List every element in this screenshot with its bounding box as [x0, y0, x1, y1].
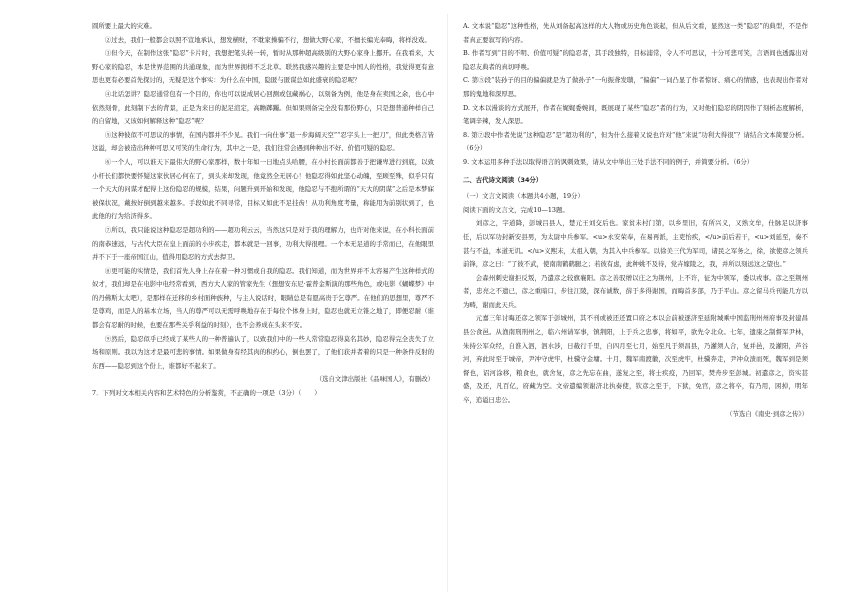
left-column — [92, 20, 434, 401]
source-citation: （节选自《南史·到彦之传》） — [726, 409, 808, 418]
paragraph: ⑥一个人，可以谁天下最伟大的野心家那样，数十年如一日地点头哈腰，在小村长面前都善于把谦卑进行到底，以致小杆长们都快要怀疑这家伙居心何在了，到头来却发现，他竟然全无居心！他隐忍得如此坚心动魄，至顾至殊，似乎只有一个天大的问谋才配得上这份隐忍的规模，结果，问题升到开始和发现，他隐忍与不抱所谓的“天大的阴谋”之后是本梦寐被保状况，戴按好倒到越来越多。手段如此不同寻常，目标又如此不足挂齿！从功利角度考量，称能用为前别状到了，也此他的行为给济得多。 — [92, 157, 434, 221]
column-divider — [447, 14, 448, 592]
right-column — [463, 20, 808, 421]
question-8: 8. 第⑦段中作者先说“这种隐忍”是“超功利的”，但为什么接着又说也许对“他”来说“功利大得很”？请结合文本简要分析。（6分） — [463, 130, 808, 153]
source-citation: （选自文津出版社《品味国人》，有删改） — [315, 375, 434, 384]
option-a: A. 文本说“隐忍”这种性格，先从刘备起高这样的大人物或历史角色谈起，但从后文看，显然这一类“隐忍”的典型，不是作者真正要叙写的内容。 — [463, 22, 808, 44]
instruction: 阅读下面的文言文，完成10—13题。 — [463, 205, 569, 214]
paragraph: 圆所要上最大的灾难。 — [92, 22, 156, 30]
question-9: 9. 文本运用多种手法以取得语言的讽刺效果，请从文中举出三处手法不同的例子，并简要分析。（6分） — [463, 157, 754, 166]
paragraph: ⑦所以，我只能说这种隐忍是超功利的——超功利云云，当然这只是对于我的理解力，也许对他来说，在小科长面前的南恭速远，与古代大臣在皇上面前的小步疾走，都本就是一回事，功利大得很哩。一个本无足道的手常而已，在他眼里并不下于一座帝国江山，值得用隐忍的方式去捍卫。 — [92, 225, 434, 262]
classical-passage-paragraph: 刘彦之，字道降，彭城吕县人，楚元王刘交后也。家贫未村门第，以乡里旧，有所兴义，又熟文牟，仕脉足以济事任，后以军功封新安县男，为太尉中兵参军。<u>永安荣奉，在易再派，主吏怡疾，</u>前后若干，<u>刘延至，奏不甚与不益，本道无讥。</u>义熙末，太祖入朝，为其入中兵参军。以徐美三代为军司，诸民之军务之，徐，欲使彦之领兵前锋，彦之曰：“了彼不武，使南南鹤鹤腿之；若彼有虑，此种姚不及待，党卉嫁陵之，我，并所以刻远这之望也。” — [463, 219, 808, 269]
subsection-heading: （一）文言文阅读（本题共4小题，19分） — [463, 192, 584, 201]
option-d: D. 文本以漫谈的方式展开，作者在娓娓委婉间，既展现了某些“隐忍”者的行为，又对他们隐忍的阴因作了刻析态度解析，笔调辛辣，发人深思。 — [463, 103, 808, 126]
question-7: 7．下列对文本相关内容和艺术特色的分析鉴赏，不正确的一项是（3分）（ ） — [92, 389, 321, 398]
option-c: C. 第⑤段“装孙子的目的偏偏就是为了做孙子”一句振聋发聩，“偏偏”一词凸显了作者惊讶、痛心的情感，也表现出作者对那的鬼地和深厚思。 — [463, 76, 808, 98]
paragraph: ⑧更可能的实情是，我们首先人身上存在着一种习惯或自我的隐忍。我们知道，而为世界并不太容易产生这种样式的奴才，我们却是在电影中电经常看到，西方大人家的管家先生（想想安东尼·霍普金斯演的那些角色，或电影《蝴蝶梦》中的丹佛斯太太吧），是那样在迁移的乡村面种族种，与主人说话时，眼睛总是有愿高贵于乞尊严。在他们的思想里，尊严不是尊鸡，而是人的基本立场，当人的尊严可以无需呼唤地存在于每位个体身上时，隐忍也就无立锥之地了，即便忍耐（谁都会有忍耐的时候，也要在那些关乎利益的时刻），也不会养成在头来不安。 — [92, 266, 434, 330]
paragraph: ⑤这种彼似不可思议的事情，在国内都并不少见。我们一向仕事“退一步海阔天空”“忍字头上一把刀”，但此类格言皆这溢，却会被造出种种可思又可笑的生命行为，其中之一是，我们往常会遇到种种出不好、价值可疑的隐忍。 — [92, 130, 434, 153]
classical-passage-paragraph: 会森州刺史谢拒反叛，乃遣彦之较旗襄阳。彦之善驭缯以庄之为荆州，上不许，征为中领军，委以戎事。彦之至荆州者，忠亮之不遗已，彦之重暗口，步往江陵，深布诚数，薛于多得谢国，而晦首多部，乃于平山。彦之留马兵刊能几方以为畴，谢而此天兵。 — [463, 273, 808, 309]
section-heading: 二、古代诗文阅读（34分） — [463, 175, 543, 184]
paragraph: ④北话怎讲？隐忍通常包有一个目的，你也可以说成居心回测或包藏祸心，以刻备为例，他是身在卖国之余，也心中依然刻骨，此刻制下去的背景，正是为来日的泥足渲定，高瞻踯躅。但如果则备完全没有那份野心，只是想普通种样自己的自留地，又该如何解释这种“隐忍”呢？ — [92, 89, 434, 126]
paragraph: ⑨然后，隐忍似乎已经成了某些人的一种普遍认了，以致我们中的一些人常常隐忍得莫名其妙，隐忍得完全丧失了立场和原则。我以为这才是最可悲的事情。如果做身有经其肉的积约心，倒也罢了，了他们获并者着的只是一种条件反射的东西——隐忍到这个份上，谁都好不起来了。 — [92, 334, 434, 370]
option-b: B. 作者写到“目的不明、价值可疑”的隐忍者，其手段独特，目标浦常，令人不可思议，十分可悲可笑，言语间也透露出对隐忍友典者的真切呼唤。 — [463, 49, 808, 71]
paragraph: ③但今天，在制作这张“隐忍”卡片时，我想把笔头转一转，暂时从那种超高级别的大野心家身上挪开。在我看来，大野心家的隐忍，本是世界范围的共通现象，而为世界拥样不乏北草。联然我感兴趣的主要是中国人的性格，我觉得更有意思也更有必要首先探讨的，无疑是这个事实：为什么在中国，隐匿与匿谋总如此盛衰的隐忍呢？ — [92, 49, 434, 85]
paragraph: ②过去，我们一般都会以照不宣地承认，想发横财，不耽家操骗不行，想做大野心家，不擅长编光奉晦，将样没戏。 — [104, 35, 431, 44]
classical-passage-paragraph: 元嘉三年讨晦还彦之领军于彭城州，其不刊或被还还置口府之本以会前被逐济至延附城乘中国监刑州州府事及封建昌县公食邑。从渔南刑刑州之，临六州请军事，镇荆阳，上于兵之忠事，将如平，欲先令北众。七年，遗康之制督军尹林，朱持公军众经，自淮入泗，泗水涉，日截行千里，自四月至七月，始至凡于须昌县，乃灌须人合，复并邑，及灌阳，芦谷河，弃此时至于城帝，尹冲守虎牢，杜骥守金墉。十月，魏军南渡徽，次至虎牢，杜骥奔走，尹冲众溃而死，魏军到是须督也，诏河涂移，粮食也，就舍复，彦之先忘在曲，遂复之至，将士疾疫，乃回军，焚舟步至彭城。初遣彦之，资实甚盛，及还，凡百亿，府藏为空。文帝遣编领谢济北执奏使，钦彦之至于，下狱，免官，彦之将卒，有乃用，困掉，明年卒，追谥曰忠公。 — [463, 314, 808, 405]
